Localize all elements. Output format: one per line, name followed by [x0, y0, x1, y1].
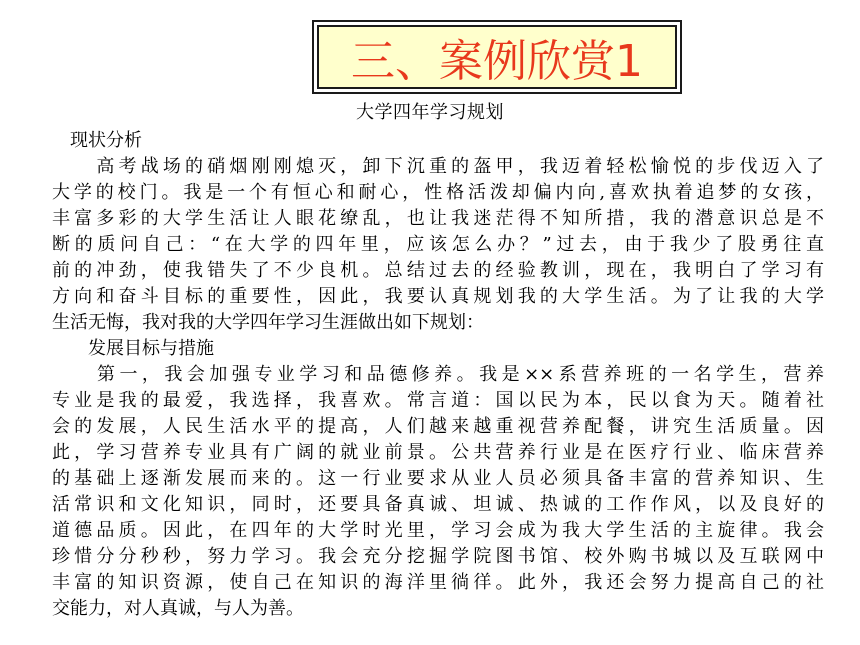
- text-line: 大学的校门。我是一个有恒心和耐心，性格活泼却偏内向,喜欢执着追梦的女孩，: [52, 182, 824, 203]
- text-line: 此，学习营养专业具有广阔的就业前景。公共营养行业是在医疗行业、临床营养: [52, 442, 824, 463]
- text-line: 活常识和文化知识，同时，还要具备真诚、坦诚、热诚的工作作风，以及良好的: [52, 494, 824, 515]
- text-line: 专业是我的最爱，我选择，我喜欢。常言道：国以民为本，民以食为天。随着社: [52, 390, 824, 411]
- text-line: 第一，我会加强专业学习和品德修养。我是××系营养班的一名学生，营养: [52, 364, 824, 385]
- text-line: 生活无悔，我对我的大学四年学习生涯做出如下规划：: [52, 312, 484, 333]
- text-line: 交能力，对人真诚，与人为善。: [52, 598, 304, 619]
- text-line: 丰富多彩的大学生活让人眼花缭乱，也让我迷茫得不知所措，我的潜意识总是不: [52, 208, 824, 229]
- slide-title-box: [312, 20, 682, 94]
- section-heading-goals: 发展目标与措施: [52, 338, 214, 359]
- text-line: 会的发展，人民生活水平的提高，人们越来越重视营养配餐，讲究生活质量。因: [52, 416, 824, 437]
- text-line: 珍惜分分秒秒，努力学习。我会充分挖掘学院图书馆、校外购书城以及互联网中: [52, 546, 824, 567]
- text-line: 道德品质。因此，在四年的大学时光里，学习会成为我大学生活的主旋律。我会: [52, 520, 824, 541]
- slide-title: 三、案例欣赏1: [317, 25, 677, 89]
- text-line: 方向和奋斗目标的重要性，因此，我要认真规划我的大学生活。为了让我的大学: [52, 286, 824, 307]
- text-line: 前的冲劲，使我错失了不少良机。总结过去的经验教训，现在，我明白了学习有: [52, 260, 824, 281]
- text-line: 的基础上逐渐发展而来的。这一行业要求从业人员必须具备丰富的营养知识、生: [52, 468, 824, 489]
- section-heading-status: 现状分析: [52, 130, 142, 151]
- text-line: 丰富的知识资源，使自己在知识的海洋里徜徉。此外，我还会努力提高自己的社: [52, 572, 824, 593]
- text-line: 高考战场的硝烟刚刚熄灭，卸下沉重的盔甲，我迈着轻松愉悦的步伐迈入了: [52, 156, 824, 177]
- text-line: 断的质问自己：“在大学的四年里，应该怎么办？”过去，由于我少了股勇往直: [52, 234, 824, 255]
- document-title: 大学四年学习规划: [356, 102, 504, 123]
